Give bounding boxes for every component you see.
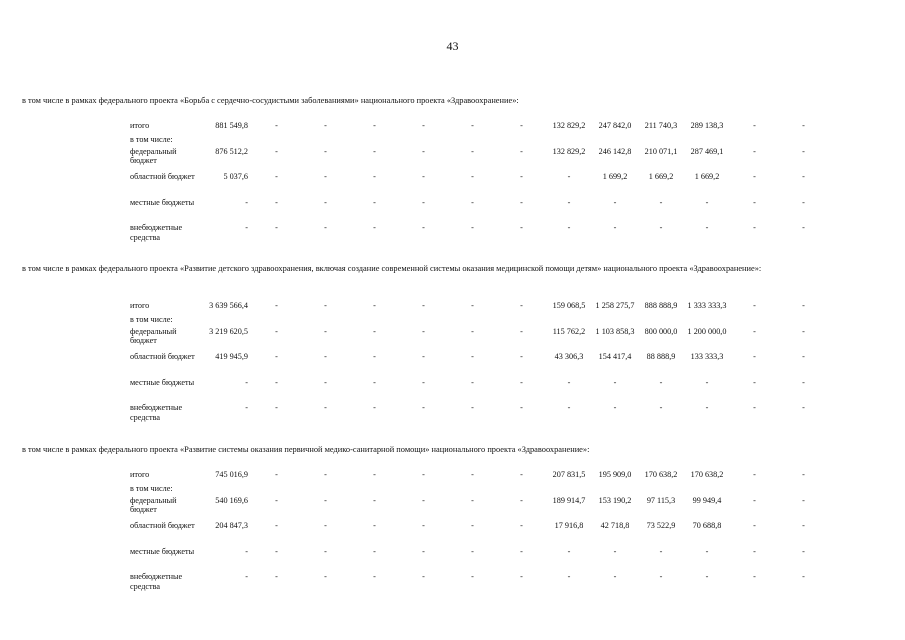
cell-value: - bbox=[753, 572, 756, 581]
cell-value: 73 522,9 bbox=[646, 521, 676, 530]
cell-value: - bbox=[802, 197, 805, 207]
cell-value: - bbox=[422, 301, 425, 310]
cell-value: - bbox=[802, 223, 805, 232]
cell-value: - bbox=[567, 223, 571, 232]
cell-value bbox=[252, 315, 301, 327]
cell-value: 1 699,2 bbox=[602, 172, 628, 181]
cell-value: 43 306,3 bbox=[554, 352, 584, 361]
row-label: внебюджетные средства bbox=[130, 572, 183, 591]
row-total: - bbox=[245, 572, 248, 581]
cell-value: - bbox=[324, 546, 327, 556]
cell-value: - bbox=[520, 326, 523, 336]
page-number: 43 bbox=[446, 39, 459, 53]
cell-value: - bbox=[659, 223, 663, 232]
cell-value: - bbox=[613, 223, 617, 232]
row-total: 204 847,3 bbox=[215, 521, 248, 530]
cell-value: - bbox=[373, 572, 376, 581]
cell-value: - bbox=[753, 197, 756, 207]
cell-value: - bbox=[802, 572, 805, 581]
cell-value: - bbox=[705, 223, 709, 232]
cell-value: - bbox=[324, 197, 327, 207]
cell-value: 115 762,2 bbox=[552, 326, 586, 336]
cell-value: - bbox=[753, 377, 756, 387]
cell-value: 289 138,3 bbox=[690, 121, 724, 130]
cell-value bbox=[638, 135, 684, 147]
cell-value: 210 071,1 bbox=[644, 146, 678, 156]
row-total: - bbox=[245, 546, 248, 556]
cell-value: - bbox=[471, 521, 474, 530]
row-label: внебюджетные средства bbox=[130, 223, 183, 242]
cell-value: - bbox=[613, 403, 617, 412]
cell-value: - bbox=[324, 172, 327, 181]
cell-value: 1 258 275,7 bbox=[595, 301, 635, 310]
cell-value: - bbox=[753, 223, 756, 232]
row-total: 3 219 620,5 bbox=[209, 326, 248, 336]
cell-value bbox=[252, 484, 301, 496]
table-row bbox=[130, 327, 828, 353]
cell-value: - bbox=[275, 326, 278, 336]
row-total: - bbox=[245, 223, 248, 232]
row-label: внебюджетные средства bbox=[130, 403, 183, 422]
cell-value: - bbox=[422, 326, 425, 336]
cell-value: 1 669,2 bbox=[648, 172, 674, 181]
cell-value: - bbox=[802, 121, 805, 130]
cell-value bbox=[684, 135, 730, 147]
cell-value: - bbox=[520, 121, 523, 130]
table-row bbox=[130, 315, 828, 327]
cell-value bbox=[779, 135, 828, 147]
table-row bbox=[130, 378, 828, 404]
cell-value: 159 068,5 bbox=[552, 301, 586, 310]
cell-value: 247 842,0 bbox=[598, 121, 632, 130]
cell-value: - bbox=[471, 121, 474, 130]
cell-value bbox=[448, 484, 497, 496]
table-row bbox=[130, 121, 828, 135]
cell-value: - bbox=[802, 146, 805, 156]
cell-value: 17 916,8 bbox=[554, 521, 584, 530]
section-heading-cardio: в том числе в рамках федерального проекта «Борьба с сердечно-сосудистыми заболеваниями» национального проекта «Здравоохранение»: bbox=[22, 96, 519, 105]
cell-value: - bbox=[471, 352, 474, 361]
cell-value bbox=[301, 484, 350, 496]
cell-value: - bbox=[520, 146, 523, 156]
cell-value: 97 115,3 bbox=[646, 495, 676, 505]
cell-value: - bbox=[753, 495, 756, 505]
cell-value: - bbox=[422, 403, 425, 412]
row-label: федеральный бюджет bbox=[130, 146, 177, 166]
cell-value: - bbox=[567, 377, 571, 387]
cell-value: - bbox=[275, 352, 278, 361]
cell-value: - bbox=[373, 301, 376, 310]
cell-value: - bbox=[520, 470, 523, 479]
cell-value bbox=[546, 484, 592, 496]
cell-value: - bbox=[705, 572, 709, 581]
cell-value bbox=[546, 135, 592, 147]
cell-value: 42 718,8 bbox=[600, 521, 630, 530]
cell-value: - bbox=[373, 470, 376, 479]
cell-value: - bbox=[422, 197, 425, 207]
row-label: в том числе: bbox=[130, 134, 173, 144]
row-total: 3 639 566,4 bbox=[209, 301, 248, 310]
table-row bbox=[130, 470, 828, 484]
row-total: 540 169,6 bbox=[215, 495, 248, 505]
cell-value: - bbox=[471, 546, 474, 556]
cell-value: 1 200 000,0 bbox=[687, 326, 727, 336]
cell-value bbox=[592, 315, 638, 327]
row-total: 5 037,6 bbox=[223, 172, 248, 181]
row-label: местные бюджеты bbox=[130, 197, 195, 207]
cell-value: - bbox=[659, 377, 663, 387]
cell-value: - bbox=[373, 521, 376, 530]
cell-value bbox=[497, 484, 546, 496]
cell-value: - bbox=[753, 121, 756, 130]
cell-value: - bbox=[802, 301, 805, 310]
cell-value: 132 829,2 bbox=[552, 146, 586, 156]
cell-value: - bbox=[520, 572, 523, 581]
table-row bbox=[130, 572, 828, 598]
row-label: областной бюджет bbox=[130, 172, 195, 181]
cell-value: - bbox=[802, 521, 805, 530]
cell-value: - bbox=[613, 572, 617, 581]
cell-value: - bbox=[802, 352, 805, 361]
cell-value: - bbox=[659, 197, 663, 207]
cell-value bbox=[350, 484, 399, 496]
cell-value bbox=[497, 135, 546, 147]
cell-value: 133 333,3 bbox=[690, 352, 724, 361]
row-label: в том числе: bbox=[130, 483, 173, 493]
cell-value bbox=[779, 484, 828, 496]
table-row bbox=[130, 223, 828, 249]
cell-value: - bbox=[753, 403, 756, 412]
row-total: 745 016,9 bbox=[215, 470, 248, 479]
cell-value bbox=[350, 135, 399, 147]
cell-value bbox=[684, 484, 730, 496]
cell-value: - bbox=[613, 546, 617, 556]
cell-value: - bbox=[471, 403, 474, 412]
row-total: - bbox=[245, 403, 248, 412]
cell-value: - bbox=[422, 146, 425, 156]
table-row bbox=[130, 496, 828, 522]
cell-value: - bbox=[659, 403, 663, 412]
table-row bbox=[130, 403, 828, 429]
row-label: областной бюджет bbox=[130, 352, 195, 361]
cell-value: - bbox=[422, 121, 425, 130]
cell-value: 800 000,0 bbox=[644, 326, 678, 336]
cell-value: 88 888,9 bbox=[646, 352, 676, 361]
cell-value: - bbox=[802, 546, 805, 556]
cell-value: - bbox=[471, 146, 474, 156]
row-label: в том числе: bbox=[130, 314, 173, 324]
cell-value: - bbox=[471, 495, 474, 505]
cell-value: 99 949,4 bbox=[692, 495, 722, 505]
cell-value: - bbox=[802, 495, 805, 505]
cell-value: - bbox=[471, 326, 474, 336]
row-label: областной бюджет bbox=[130, 521, 195, 530]
cell-value: - bbox=[802, 403, 805, 412]
cell-value bbox=[448, 135, 497, 147]
cell-value bbox=[497, 315, 546, 327]
table-row bbox=[130, 172, 828, 198]
cell-value: 287 469,1 bbox=[690, 146, 724, 156]
cell-value: 170 638,2 bbox=[644, 470, 678, 479]
cell-value: - bbox=[275, 403, 278, 412]
cell-value: - bbox=[373, 223, 376, 232]
cell-value bbox=[399, 484, 448, 496]
row-total: - bbox=[245, 197, 248, 207]
cell-value: - bbox=[705, 197, 709, 207]
cell-value bbox=[730, 315, 779, 327]
cell-value: - bbox=[373, 121, 376, 130]
cell-value: - bbox=[373, 352, 376, 361]
table-row bbox=[130, 352, 828, 378]
cell-value bbox=[448, 315, 497, 327]
row-label: итого bbox=[130, 301, 150, 310]
cell-value: - bbox=[520, 403, 523, 412]
cell-value bbox=[301, 315, 350, 327]
cell-value: - bbox=[373, 403, 376, 412]
row-label: местные бюджеты bbox=[130, 546, 195, 556]
cell-value: - bbox=[275, 172, 278, 181]
cell-value bbox=[779, 315, 828, 327]
cell-value: 189 914,7 bbox=[552, 495, 586, 505]
budget-table-primary-care bbox=[130, 470, 828, 598]
cell-value: - bbox=[373, 546, 376, 556]
cell-value: - bbox=[753, 172, 756, 181]
cell-value: - bbox=[471, 301, 474, 310]
cell-value: - bbox=[324, 403, 327, 412]
cell-value: - bbox=[275, 521, 278, 530]
cell-value: 132 829,2 bbox=[552, 121, 586, 130]
cell-value: - bbox=[422, 495, 425, 505]
cell-value: - bbox=[275, 223, 278, 232]
cell-value bbox=[350, 315, 399, 327]
cell-value: - bbox=[471, 197, 474, 207]
cell-value: - bbox=[324, 352, 327, 361]
table-row bbox=[130, 521, 828, 547]
cell-value: 195 909,0 bbox=[598, 470, 632, 479]
cell-value bbox=[546, 315, 592, 327]
cell-value bbox=[730, 484, 779, 496]
cell-value: - bbox=[471, 470, 474, 479]
cell-value: - bbox=[520, 301, 523, 310]
cell-value: - bbox=[324, 223, 327, 232]
table-row bbox=[130, 198, 828, 224]
cell-value: 70 688,8 bbox=[692, 521, 722, 530]
cell-value: 154 417,4 bbox=[598, 352, 632, 361]
row-label: местные бюджеты bbox=[130, 377, 195, 387]
row-label: итого bbox=[130, 470, 150, 479]
cell-value: 170 638,2 bbox=[690, 470, 724, 479]
cell-value bbox=[399, 315, 448, 327]
row-total bbox=[202, 135, 252, 147]
cell-value: - bbox=[275, 197, 278, 207]
section-heading-primary-care: в том числе в рамках федерального проекта «Развитие системы оказания первичной медико-санитарной помощи» национального проекта «Здравоохранение»: bbox=[22, 445, 590, 454]
row-label: федеральный бюджет bbox=[130, 326, 177, 346]
row-total: 419 945,9 bbox=[215, 352, 248, 361]
cell-value: - bbox=[520, 377, 523, 387]
cell-value: - bbox=[373, 326, 376, 336]
table-row bbox=[130, 547, 828, 573]
cell-value: - bbox=[753, 521, 756, 530]
cell-value: - bbox=[567, 546, 571, 556]
cell-value: - bbox=[373, 377, 376, 387]
cell-value: - bbox=[422, 172, 425, 181]
cell-value: - bbox=[471, 572, 474, 581]
cell-value: 1 669,2 bbox=[694, 172, 720, 181]
cell-value: - bbox=[422, 377, 425, 387]
cell-value: - bbox=[422, 546, 425, 556]
cell-value: - bbox=[802, 377, 805, 387]
cell-value bbox=[684, 315, 730, 327]
cell-value: - bbox=[520, 546, 523, 556]
cell-value: - bbox=[520, 521, 523, 530]
cell-value: 211 740,3 bbox=[644, 121, 678, 130]
section-heading-children: в том числе в рамках федерального проекта «Развитие детского здравоохранения, включая создание современной системы оказания медицинской помощи детям» национального проекта «Здравоохранение»: bbox=[22, 264, 762, 273]
budget-table-cardio bbox=[130, 121, 828, 249]
cell-value: - bbox=[705, 377, 709, 387]
row-total bbox=[202, 484, 252, 496]
cell-value: - bbox=[753, 546, 756, 556]
cell-value bbox=[252, 135, 301, 147]
cell-value: - bbox=[471, 377, 474, 387]
cell-value: 888 888,9 bbox=[644, 301, 678, 310]
cell-value: - bbox=[753, 470, 756, 479]
cell-value: - bbox=[324, 470, 327, 479]
cell-value: - bbox=[324, 377, 327, 387]
cell-value: - bbox=[520, 352, 523, 361]
cell-value: - bbox=[275, 546, 278, 556]
cell-value: - bbox=[520, 197, 523, 207]
row-total bbox=[202, 315, 252, 327]
cell-value: - bbox=[275, 121, 278, 130]
cell-value: - bbox=[324, 121, 327, 130]
row-total: 876 512,2 bbox=[215, 146, 248, 156]
cell-value: - bbox=[520, 495, 523, 505]
cell-value: - bbox=[422, 470, 425, 479]
cell-value: - bbox=[705, 546, 709, 556]
table-row bbox=[130, 135, 828, 147]
cell-value bbox=[730, 135, 779, 147]
cell-value bbox=[592, 135, 638, 147]
cell-value: - bbox=[422, 521, 425, 530]
cell-value: - bbox=[471, 172, 474, 181]
cell-value: - bbox=[659, 572, 663, 581]
row-total: 881 549,8 bbox=[215, 121, 248, 130]
cell-value: - bbox=[802, 172, 805, 181]
cell-value: - bbox=[275, 301, 278, 310]
cell-value: - bbox=[613, 377, 617, 387]
cell-value: - bbox=[324, 301, 327, 310]
table-row bbox=[130, 301, 828, 315]
cell-value: - bbox=[567, 572, 571, 581]
cell-value: - bbox=[373, 172, 376, 181]
cell-value: - bbox=[422, 572, 425, 581]
cell-value: - bbox=[613, 197, 617, 207]
cell-value: - bbox=[520, 223, 523, 232]
cell-value: - bbox=[753, 326, 756, 336]
cell-value: - bbox=[275, 377, 278, 387]
cell-value: 153 190,2 bbox=[598, 495, 632, 505]
cell-value: - bbox=[753, 146, 756, 156]
cell-value: 246 142,8 bbox=[598, 146, 632, 156]
cell-value: - bbox=[705, 403, 709, 412]
row-label: федеральный бюджет bbox=[130, 495, 177, 515]
cell-value: - bbox=[275, 572, 278, 581]
cell-value bbox=[301, 135, 350, 147]
row-total: - bbox=[245, 377, 248, 387]
cell-value: - bbox=[567, 172, 571, 181]
cell-value: - bbox=[324, 146, 327, 156]
cell-value: 207 831,5 bbox=[552, 470, 586, 479]
cell-value: - bbox=[471, 223, 474, 232]
cell-value: - bbox=[659, 546, 663, 556]
cell-value: - bbox=[520, 172, 523, 181]
cell-value bbox=[638, 315, 684, 327]
cell-value: - bbox=[373, 146, 376, 156]
cell-value: 1 333 333,3 bbox=[687, 301, 727, 310]
cell-value: - bbox=[324, 521, 327, 530]
cell-value: - bbox=[324, 572, 327, 581]
cell-value bbox=[638, 484, 684, 496]
cell-value: - bbox=[324, 326, 327, 336]
table-row bbox=[130, 147, 828, 173]
table-row bbox=[130, 484, 828, 496]
cell-value: 1 103 858,3 bbox=[595, 326, 635, 336]
cell-value bbox=[399, 135, 448, 147]
budget-table-children bbox=[130, 301, 828, 429]
cell-value: - bbox=[802, 326, 805, 336]
cell-value: - bbox=[275, 146, 278, 156]
cell-value: - bbox=[373, 197, 376, 207]
cell-value: - bbox=[275, 495, 278, 505]
cell-value bbox=[592, 484, 638, 496]
row-label: итого bbox=[130, 121, 150, 130]
cell-value: - bbox=[802, 470, 805, 479]
cell-value: - bbox=[422, 352, 425, 361]
cell-value: - bbox=[373, 495, 376, 505]
cell-value: - bbox=[567, 403, 571, 412]
cell-value: - bbox=[275, 470, 278, 479]
cell-value: - bbox=[753, 352, 756, 361]
cell-value: - bbox=[324, 495, 327, 505]
cell-value: - bbox=[422, 223, 425, 232]
cell-value: - bbox=[567, 197, 571, 207]
cell-value: - bbox=[753, 301, 756, 310]
